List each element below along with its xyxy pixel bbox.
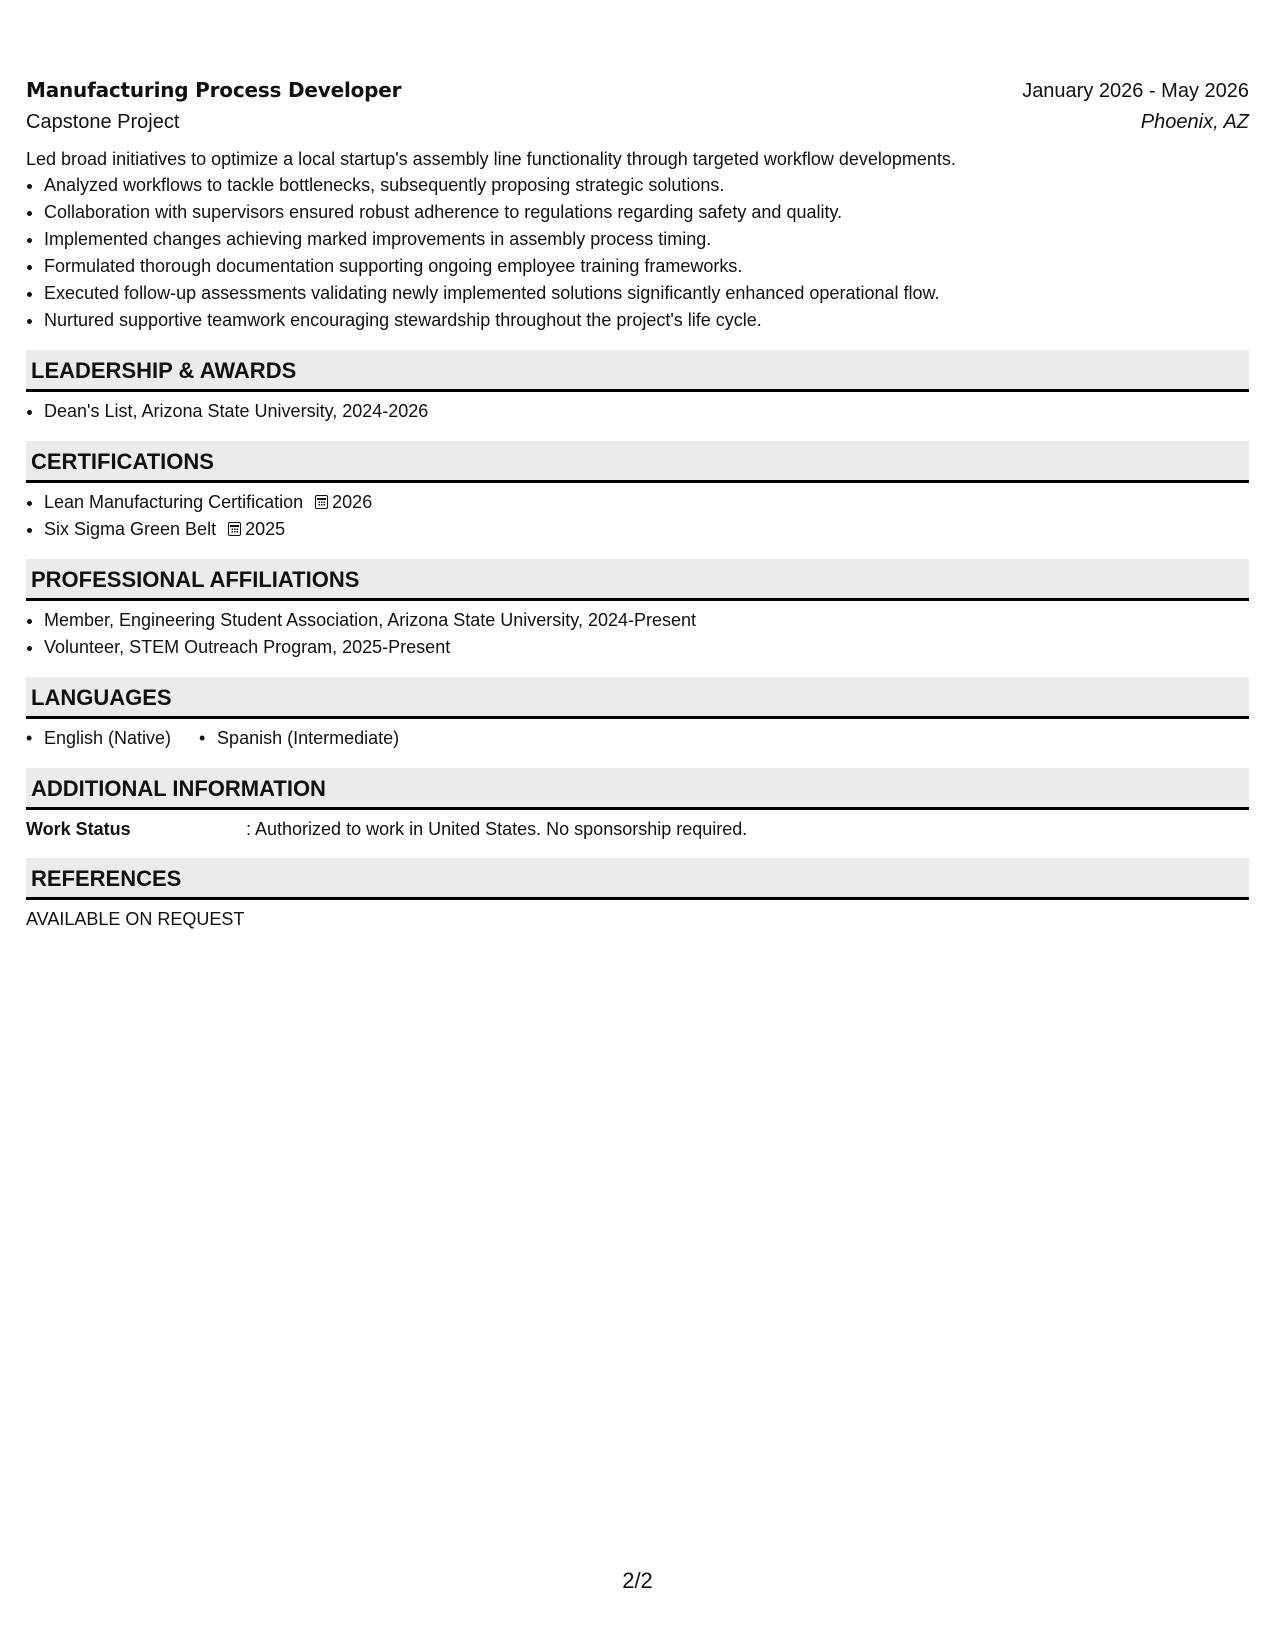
list-item: • Dean's List, Arizona State University, 2024-2026 [44, 398, 1249, 425]
list-item: • Formulated thorough documentation supporting ongoing employee training frameworks. [44, 253, 1249, 280]
certification-name: Lean Manufacturing Certification [44, 492, 304, 512]
certification-year: 2026 [332, 492, 373, 512]
list-item: • Analyzed workflows to tackle bottlenecks, subsequently proposing strategic solutions. [44, 172, 1249, 199]
affiliations-section [26, 559, 1249, 661]
list-item: • Executed follow-up assessments validating newly implemented solutions significantly enhanced operational flow. [44, 280, 1249, 307]
calendar-icon [315, 495, 328, 509]
language-item: • English (Native) [26, 725, 171, 752]
job-description: Led broad initiatives to optimize a local startup's assembly line functionality through targeted workflow developments. [26, 149, 956, 169]
list-item: • Implemented changes achieving marked improvements in assembly process timing. [44, 226, 1249, 253]
section-heading: REFERENCES [26, 858, 1249, 900]
page-number: 2/2 [622, 1568, 653, 1593]
job-location: Phoenix, AZ [1140, 111, 1249, 133]
resume-page [26, 78, 1249, 932]
references-text: AVAILABLE ON REQUEST [26, 909, 245, 929]
job-title: Manufacturing Process Developer [26, 78, 402, 102]
section-heading: PROFESSIONAL AFFILIATIONS [26, 559, 1249, 601]
job-bullets [26, 172, 1249, 334]
leadership-section [26, 350, 1249, 425]
calendar-icon [228, 522, 241, 536]
work-status-row [26, 816, 1249, 842]
certification-item [44, 516, 1249, 543]
section-heading: ADDITIONAL INFORMATION [26, 768, 1249, 810]
job-dates: January 2026 - May 2026 [1022, 80, 1249, 102]
references-section [26, 858, 1249, 932]
section-heading: LEADERSHIP & AWARDS [26, 350, 1249, 392]
section-heading: CERTIFICATIONS [26, 441, 1249, 483]
experience-entry [26, 78, 1249, 334]
work-status-label: Work Status [26, 819, 131, 839]
list-item: • Nurtured supportive teamwork encouraging stewardship throughout the project's life cycle. [44, 307, 1249, 334]
list-item: • Volunteer, STEM Outreach Program, 2025-Present [44, 634, 1249, 661]
certifications-section [26, 441, 1249, 543]
work-status-value: : Authorized to work in United States. No sponsorship required. [246, 819, 748, 839]
list-item: • Member, Engineering Student Association, Arizona State University, 2024-Present [44, 607, 1249, 634]
additional-info-section [26, 768, 1249, 842]
language-item: • Spanish (Intermediate) [199, 725, 399, 752]
languages-section [26, 677, 1249, 752]
job-organization: Capstone Project [26, 111, 180, 133]
certification-year: 2025 [245, 519, 286, 539]
list-item: • Collaboration with supervisors ensured robust adherence to regulations regarding safety and quality. [44, 199, 1249, 226]
section-heading: LANGUAGES [26, 677, 1249, 719]
certification-name: Six Sigma Green Belt [44, 519, 217, 539]
certification-item [44, 489, 1249, 516]
